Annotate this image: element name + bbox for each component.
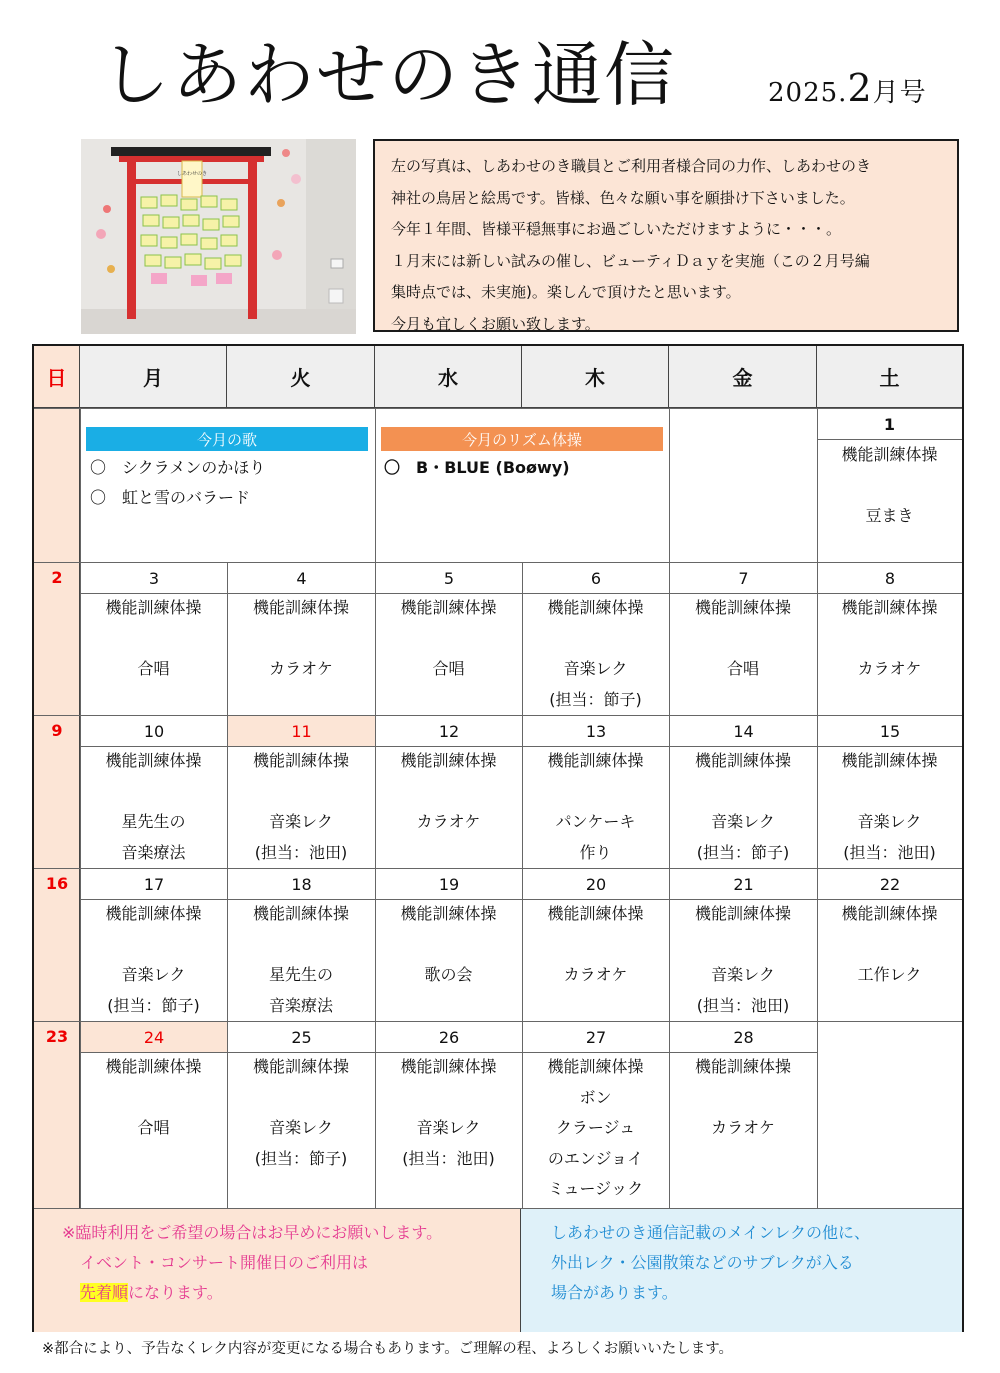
sunday-day-number: 16 bbox=[45, 873, 69, 893]
day-content bbox=[375, 746, 522, 868]
activity-line: (担当：節子) bbox=[696, 842, 790, 862]
activity-line: 機能訓練体操 bbox=[105, 1057, 202, 1076]
activity-line bbox=[669, 930, 817, 961]
intro-line: 今年１年間、皆様平穏無事にお過ごしいただけますように・・・。 bbox=[391, 220, 842, 238]
activity-line: 音楽レク bbox=[711, 812, 775, 831]
activity-line bbox=[817, 685, 962, 716]
activity-line: 音楽療法 bbox=[121, 842, 186, 862]
activity-line: 機能訓練体操 bbox=[252, 904, 349, 923]
activity-line: 合唱 bbox=[137, 1118, 170, 1137]
activity-line bbox=[375, 624, 522, 655]
intro-line: １月末には新しい試みの催し、ビューティＤａｙを実施（この２月号編 bbox=[391, 251, 870, 270]
activity-line: 機能訓練体操 bbox=[547, 904, 644, 923]
activity-line bbox=[669, 1083, 817, 1114]
activity-line bbox=[80, 1144, 227, 1175]
activity-line bbox=[227, 1083, 375, 1114]
song-list bbox=[90, 453, 265, 513]
notice-left bbox=[34, 1208, 521, 1332]
activity-line: 音楽レク bbox=[711, 965, 775, 984]
rhythm-item: 〇 B・BLUE (Boøwy) bbox=[384, 458, 570, 477]
activity-line bbox=[375, 991, 522, 1022]
torii-photo bbox=[81, 139, 356, 334]
day-number: 26 bbox=[438, 1027, 460, 1047]
intro-line: 集時点では、未実施)。楽しんで頂けたと思います。 bbox=[391, 283, 741, 301]
day-number: 17 bbox=[143, 874, 165, 894]
activity-line: (担当：池田) bbox=[696, 995, 790, 1015]
activity-line: 機能訓練体操 bbox=[694, 904, 791, 923]
activity-line bbox=[669, 624, 817, 655]
activity-line: 機能訓練体操 bbox=[841, 445, 938, 464]
day-content bbox=[227, 1052, 375, 1174]
activity-line: 機能訓練体操 bbox=[841, 598, 938, 617]
activity-line: カラオケ bbox=[563, 965, 628, 984]
activity-line: 音楽レク bbox=[121, 965, 186, 984]
issue-month: 2 bbox=[847, 66, 873, 110]
day-content bbox=[817, 440, 962, 532]
activity-line bbox=[80, 685, 227, 716]
activity-line: 機能訓練体操 bbox=[694, 751, 791, 770]
notice-right-line: 外出レク・公園散策などのサブレクが入る bbox=[551, 1253, 854, 1272]
activity-line: ボン bbox=[579, 1087, 612, 1107]
calendar bbox=[32, 344, 964, 1332]
weekday-header-tue: 火 bbox=[227, 346, 375, 408]
day-number: 1 bbox=[883, 414, 896, 434]
sunday-day-number: 23 bbox=[45, 1026, 69, 1046]
highlight-first-come: 先着順 bbox=[80, 1283, 129, 1302]
activity-line bbox=[817, 991, 962, 1022]
weekday-header-thu: 木 bbox=[522, 346, 669, 408]
rhythm-label: 今月のリズム体操 bbox=[381, 427, 663, 451]
activity-line bbox=[522, 777, 669, 808]
day-content bbox=[80, 746, 227, 868]
day-content bbox=[80, 593, 227, 715]
activity-line bbox=[817, 777, 962, 808]
activity-line: 機能訓練体操 bbox=[400, 904, 497, 923]
activity-line: (担当：節子) bbox=[549, 689, 642, 709]
activity-line bbox=[227, 777, 375, 808]
activity-line: (担当：池田) bbox=[402, 1148, 495, 1168]
weekday-header-mon: 月 bbox=[80, 346, 227, 408]
day-content bbox=[375, 899, 522, 1021]
plaque-text: しあわせのき bbox=[176, 171, 208, 177]
day-number: 8 bbox=[884, 568, 896, 588]
activity-line: 機能訓練体操 bbox=[252, 598, 349, 617]
activity-line: ミュージック bbox=[547, 1179, 644, 1198]
day-content bbox=[227, 593, 375, 715]
notice-left-line: イベント・コンサート開催日のご利用は bbox=[80, 1253, 369, 1272]
activity-line: 作り bbox=[579, 842, 612, 862]
activity-line: 機能訓練体操 bbox=[841, 751, 938, 770]
activity-line: 機能訓練体操 bbox=[105, 904, 202, 923]
song-item: 〇 シクラメンのかほり bbox=[90, 458, 266, 477]
day-number: 21 bbox=[733, 874, 754, 894]
activity-line: 機能訓練体操 bbox=[400, 598, 497, 617]
weekday-header-sun: 日 bbox=[34, 346, 80, 408]
activity-line: 星先生の bbox=[268, 965, 333, 984]
day-content bbox=[375, 593, 522, 715]
day-number: 19 bbox=[438, 874, 460, 894]
day-content bbox=[80, 899, 227, 1021]
torii-illustration bbox=[81, 139, 356, 334]
notice-left-line-rest: になります。 bbox=[128, 1283, 223, 1302]
day-content bbox=[669, 746, 817, 868]
activity-line: カラオケ bbox=[711, 1118, 775, 1137]
activity-line: 機能訓練体操 bbox=[105, 751, 202, 770]
day-content bbox=[817, 746, 962, 868]
notice-left-line bbox=[62, 1278, 520, 1308]
weekday-header-wed: 水 bbox=[375, 346, 522, 408]
song-item: 〇 虹と雪のバラード bbox=[90, 488, 251, 507]
activity-line: 機能訓練体操 bbox=[694, 598, 791, 617]
day-content bbox=[817, 899, 962, 1021]
activity-line: 合唱 bbox=[726, 659, 759, 678]
activity-line bbox=[817, 930, 962, 961]
grid-line bbox=[34, 408, 962, 409]
intro-line: 左の写真は、しあわせのき職員とご利用者様合同の力作、しあわせのき bbox=[391, 157, 872, 175]
rhythm-list bbox=[384, 453, 570, 483]
footer-note: ※都合により、予告なくレク内容が変更になる場合もあります。ご理解の程、よろしくお願いいたします。 bbox=[42, 1341, 734, 1357]
intro-line: 今月も宜しくお願い致します。 bbox=[391, 314, 600, 333]
activity-line bbox=[227, 685, 375, 716]
day-content bbox=[80, 1052, 227, 1174]
activity-line: (担当：池田) bbox=[843, 842, 936, 862]
issue-year: 2025. bbox=[768, 78, 848, 108]
activity-line: 合唱 bbox=[137, 659, 170, 678]
day-content bbox=[522, 593, 669, 715]
activity-line: 音楽レク bbox=[269, 812, 333, 831]
notice-right-line: 場合があります。 bbox=[551, 1283, 678, 1302]
notice-right-line: しあわせのき通信記載のメインレクの他に、 bbox=[551, 1223, 870, 1242]
intro-note bbox=[373, 139, 959, 332]
activity-line: クラージュ bbox=[555, 1118, 636, 1137]
activity-line: 機能訓練体操 bbox=[547, 1057, 644, 1076]
day-content bbox=[227, 899, 375, 1021]
activity-line: カラオケ bbox=[416, 812, 481, 831]
grid-line bbox=[817, 439, 962, 440]
activity-line: パンケーキ bbox=[555, 812, 636, 831]
activity-line: 機能訓練体操 bbox=[252, 751, 349, 770]
day-number: 13 bbox=[585, 721, 607, 741]
activity-line bbox=[669, 777, 817, 808]
activity-line bbox=[522, 624, 669, 655]
weekday-header-sat: 土 bbox=[817, 346, 962, 408]
activity-line: 合唱 bbox=[432, 659, 465, 678]
day-number: 22 bbox=[879, 874, 901, 894]
song-label: 今月の歌 bbox=[86, 427, 368, 451]
activity-line bbox=[522, 991, 669, 1022]
activity-line: 音楽レク bbox=[416, 1118, 481, 1137]
day-content bbox=[522, 746, 669, 868]
day-number: 14 bbox=[733, 721, 754, 741]
activity-line bbox=[375, 1083, 522, 1114]
activity-line: 機能訓練体操 bbox=[547, 751, 644, 770]
activity-line: 音楽レク bbox=[563, 659, 628, 678]
day-content bbox=[669, 593, 817, 715]
activity-line: 星先生の bbox=[121, 812, 186, 831]
day-number: 25 bbox=[291, 1027, 312, 1047]
activity-line: 音楽レク bbox=[857, 812, 922, 831]
sunday-column bbox=[34, 408, 80, 1208]
activity-line bbox=[80, 624, 227, 655]
day-content bbox=[669, 899, 817, 1021]
issue-suffix: 月号 bbox=[872, 78, 927, 108]
activity-line bbox=[522, 930, 669, 961]
activity-line bbox=[227, 930, 375, 961]
activity-line: カラオケ bbox=[857, 659, 922, 678]
activity-line bbox=[669, 1144, 817, 1175]
intro-line: 神社の鳥居と絵馬です。皆様、色々な願い事を願掛け下さいました。 bbox=[391, 188, 855, 207]
page-title: しあわせのき通信 bbox=[100, 34, 676, 116]
day-number: 18 bbox=[291, 874, 312, 894]
activity-line: 機能訓練体操 bbox=[841, 904, 938, 923]
day-number: 11 bbox=[228, 716, 375, 746]
activity-line: のエンジョイ bbox=[547, 1148, 644, 1168]
grid-line bbox=[34, 1208, 962, 1209]
day-number: 7 bbox=[738, 568, 749, 588]
activity-line: 機能訓練体操 bbox=[400, 751, 497, 770]
activity-line: 機能訓練体操 bbox=[252, 1057, 349, 1076]
day-number: 12 bbox=[438, 721, 460, 741]
activity-line bbox=[375, 930, 522, 961]
day-number: 3 bbox=[148, 568, 160, 588]
notice-left-line: ※臨時利用をご希望の場合はお早めにお願いします。 bbox=[62, 1223, 443, 1242]
activity-line bbox=[227, 624, 375, 655]
activity-line bbox=[80, 930, 227, 961]
activity-line: カラオケ bbox=[269, 659, 333, 678]
activity-line bbox=[817, 624, 962, 655]
day-number: 4 bbox=[296, 568, 307, 588]
sunday-day-number: 9 bbox=[51, 720, 63, 740]
day-content bbox=[817, 593, 962, 715]
weekday-header-fri: 金 bbox=[669, 346, 817, 408]
day-content bbox=[375, 1052, 522, 1174]
day-number: 24 bbox=[81, 1022, 227, 1052]
activity-line bbox=[375, 777, 522, 808]
activity-line: (担当：節子) bbox=[254, 1148, 348, 1168]
activity-line bbox=[375, 838, 522, 869]
day-content bbox=[227, 746, 375, 868]
sunday-day-number: 2 bbox=[51, 567, 63, 587]
activity-line: 音楽療法 bbox=[268, 995, 333, 1015]
activity-line: 豆まき bbox=[865, 506, 914, 525]
day-content bbox=[522, 1052, 669, 1205]
day-number: 28 bbox=[733, 1027, 754, 1047]
activity-line bbox=[817, 471, 962, 502]
day-number: 27 bbox=[585, 1027, 607, 1047]
activity-line: 音楽レク bbox=[269, 1118, 333, 1137]
day-number: 15 bbox=[879, 721, 901, 741]
activity-line: 工作レク bbox=[857, 965, 922, 984]
day-number: 20 bbox=[585, 874, 607, 894]
activity-line: (担当：池田) bbox=[254, 842, 348, 862]
activity-line: 機能訓練体操 bbox=[694, 1057, 791, 1076]
day-number: 5 bbox=[443, 568, 455, 588]
day-content bbox=[522, 899, 669, 1021]
issue-label bbox=[768, 66, 927, 110]
activity-line bbox=[80, 1083, 227, 1114]
activity-line bbox=[375, 685, 522, 716]
notice-right bbox=[521, 1208, 962, 1332]
day-number: 10 bbox=[143, 721, 165, 741]
activity-line: 歌の会 bbox=[424, 965, 473, 984]
activity-line: (担当：節子) bbox=[107, 995, 200, 1015]
activity-line: 機能訓練体操 bbox=[400, 1057, 497, 1076]
activity-line bbox=[80, 777, 227, 808]
activity-line bbox=[669, 685, 817, 716]
activity-line: 機能訓練体操 bbox=[547, 598, 644, 617]
day-number: 6 bbox=[590, 568, 602, 588]
activity-line: 機能訓練体操 bbox=[105, 598, 202, 617]
day-content bbox=[669, 1052, 817, 1174]
